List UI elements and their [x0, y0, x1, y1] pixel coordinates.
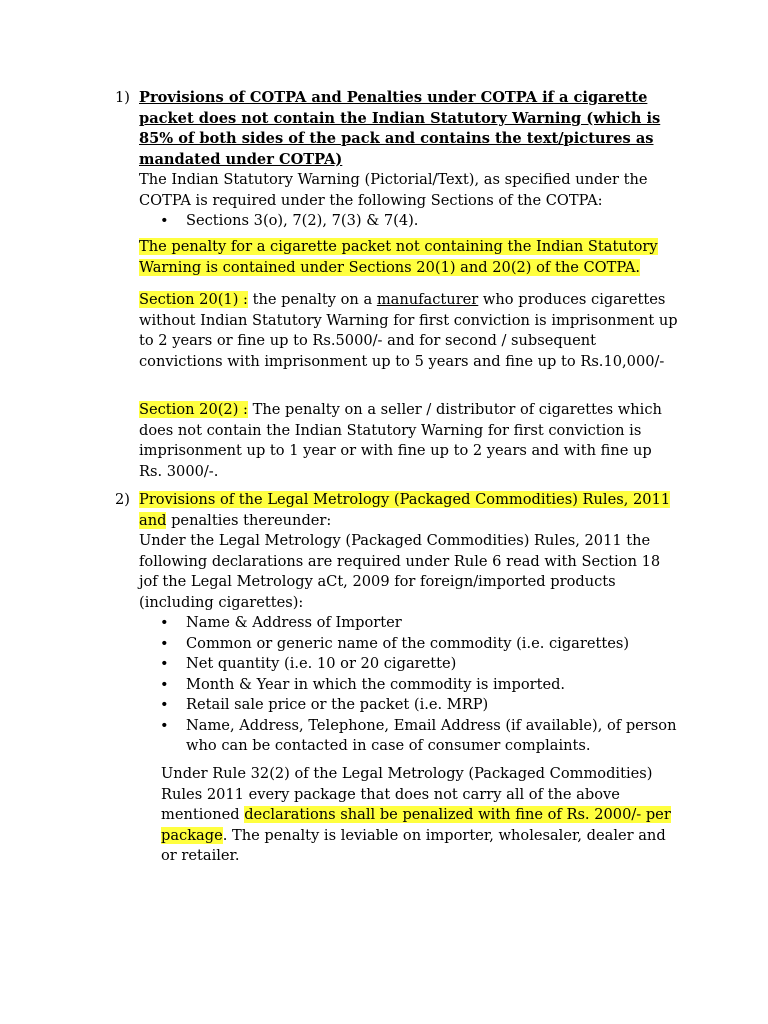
list-item: • Name, Address, Telephone, Email Address (if available), of person who can be contacted in case of consumer complaints.	[139, 716, 679, 757]
section-2-heading-highlight: Provisions of the Legal Metrology (Packaged Commodities) Rules, 2011 and	[139, 491, 671, 529]
section-1-bullet-list	[139, 211, 679, 232]
section-2-heading-rest: penalties thereunder:	[166, 511, 332, 529]
list-item: • Name & Address of Importer	[139, 613, 679, 634]
section-1-heading: Provisions of COTPA and Penalties under COTPA if a cigarette packet does not contain the Indian Statutory Warning (which is 85% of both sides of the pack and contains the text/pictures as mandated under COTPA)	[139, 89, 661, 168]
section-2-heading	[139, 490, 679, 531]
section-1-intro: The Indian Statutory Warning (Pictorial/Text), as specified under the COTPA is required under the following Sections of the COTPA:	[139, 171, 648, 209]
section-20-1-text-a: the penalty on a	[247, 291, 377, 308]
rule-32-paragraph	[161, 764, 681, 867]
rule-32-text-a: Under Rule 32(2) of the Legal Metrology (Packaged Commodities) Rules 2011 every package that does not carry all of the above mentioned	[161, 765, 653, 823]
rule-32-highlight: declarations shall be penalized with fine of Rs. 2000/- per package	[161, 806, 671, 844]
section-2	[139, 490, 679, 757]
section-20-1-text-b: who produces cigarettes without Indian Statutory Warning for first conviction is imprisonment up to 2 years or fine up to Rs.5000/- and for second / subsequent convictions with imprisonment up to 5 years and fine up to Rs.10,000/-	[139, 291, 678, 370]
penalty-note-text: The penalty for a cigarette packet not containing the Indian Statutory Warning is contained under Sections 20(1) and 20(2) of the COTPA.	[139, 238, 658, 276]
section-20-2-text: The penalty on a seller / distributor of cigarettes which does not contain the Indian Statutory Warning for first conviction is imprisonment up to 1 year or with fine up to 2 years and with fine up Rs. 3000/-.	[139, 401, 662, 480]
section-20-1-paragraph	[139, 290, 679, 372]
list-item: • Sections 3(o), 7(2), 7(3) & 7(4).	[139, 211, 679, 232]
section-2-number: 2)	[115, 491, 130, 508]
section-2-intro: Under the Legal Metrology (Packaged Commodities) Rules, 2011 the following declarations are required under Rule 6 read with Section 18 jof the Legal Metrology aCt, 2009 for foreign/imported products (including cigarettes):	[139, 532, 661, 611]
section-20-1-label: Section 20(1) :	[139, 291, 248, 308]
list-item: • Month & Year in which the commodity is imported.	[139, 675, 679, 696]
rule-32-text-b: . The penalty is leviable on importer, wholesaler, dealer and or retailer.	[161, 826, 666, 864]
section-20-2-paragraph	[139, 400, 679, 482]
list-item: • Common or generic name of the commodity (i.e. cigarettes)	[139, 634, 679, 655]
list-item: • Net quantity (i.e. 10 or 20 cigarette)	[139, 654, 679, 675]
section-2-bullet-list	[139, 613, 679, 757]
section-20-2-label: Section 20(2) :	[139, 401, 248, 418]
penalty-note	[139, 237, 679, 278]
section-1-number: 1)	[115, 89, 130, 106]
list-item: • Retail sale price or the packet (i.e. MRP)	[139, 695, 679, 716]
section-1	[139, 88, 679, 232]
manufacturer-term: manufacturer	[376, 291, 479, 308]
